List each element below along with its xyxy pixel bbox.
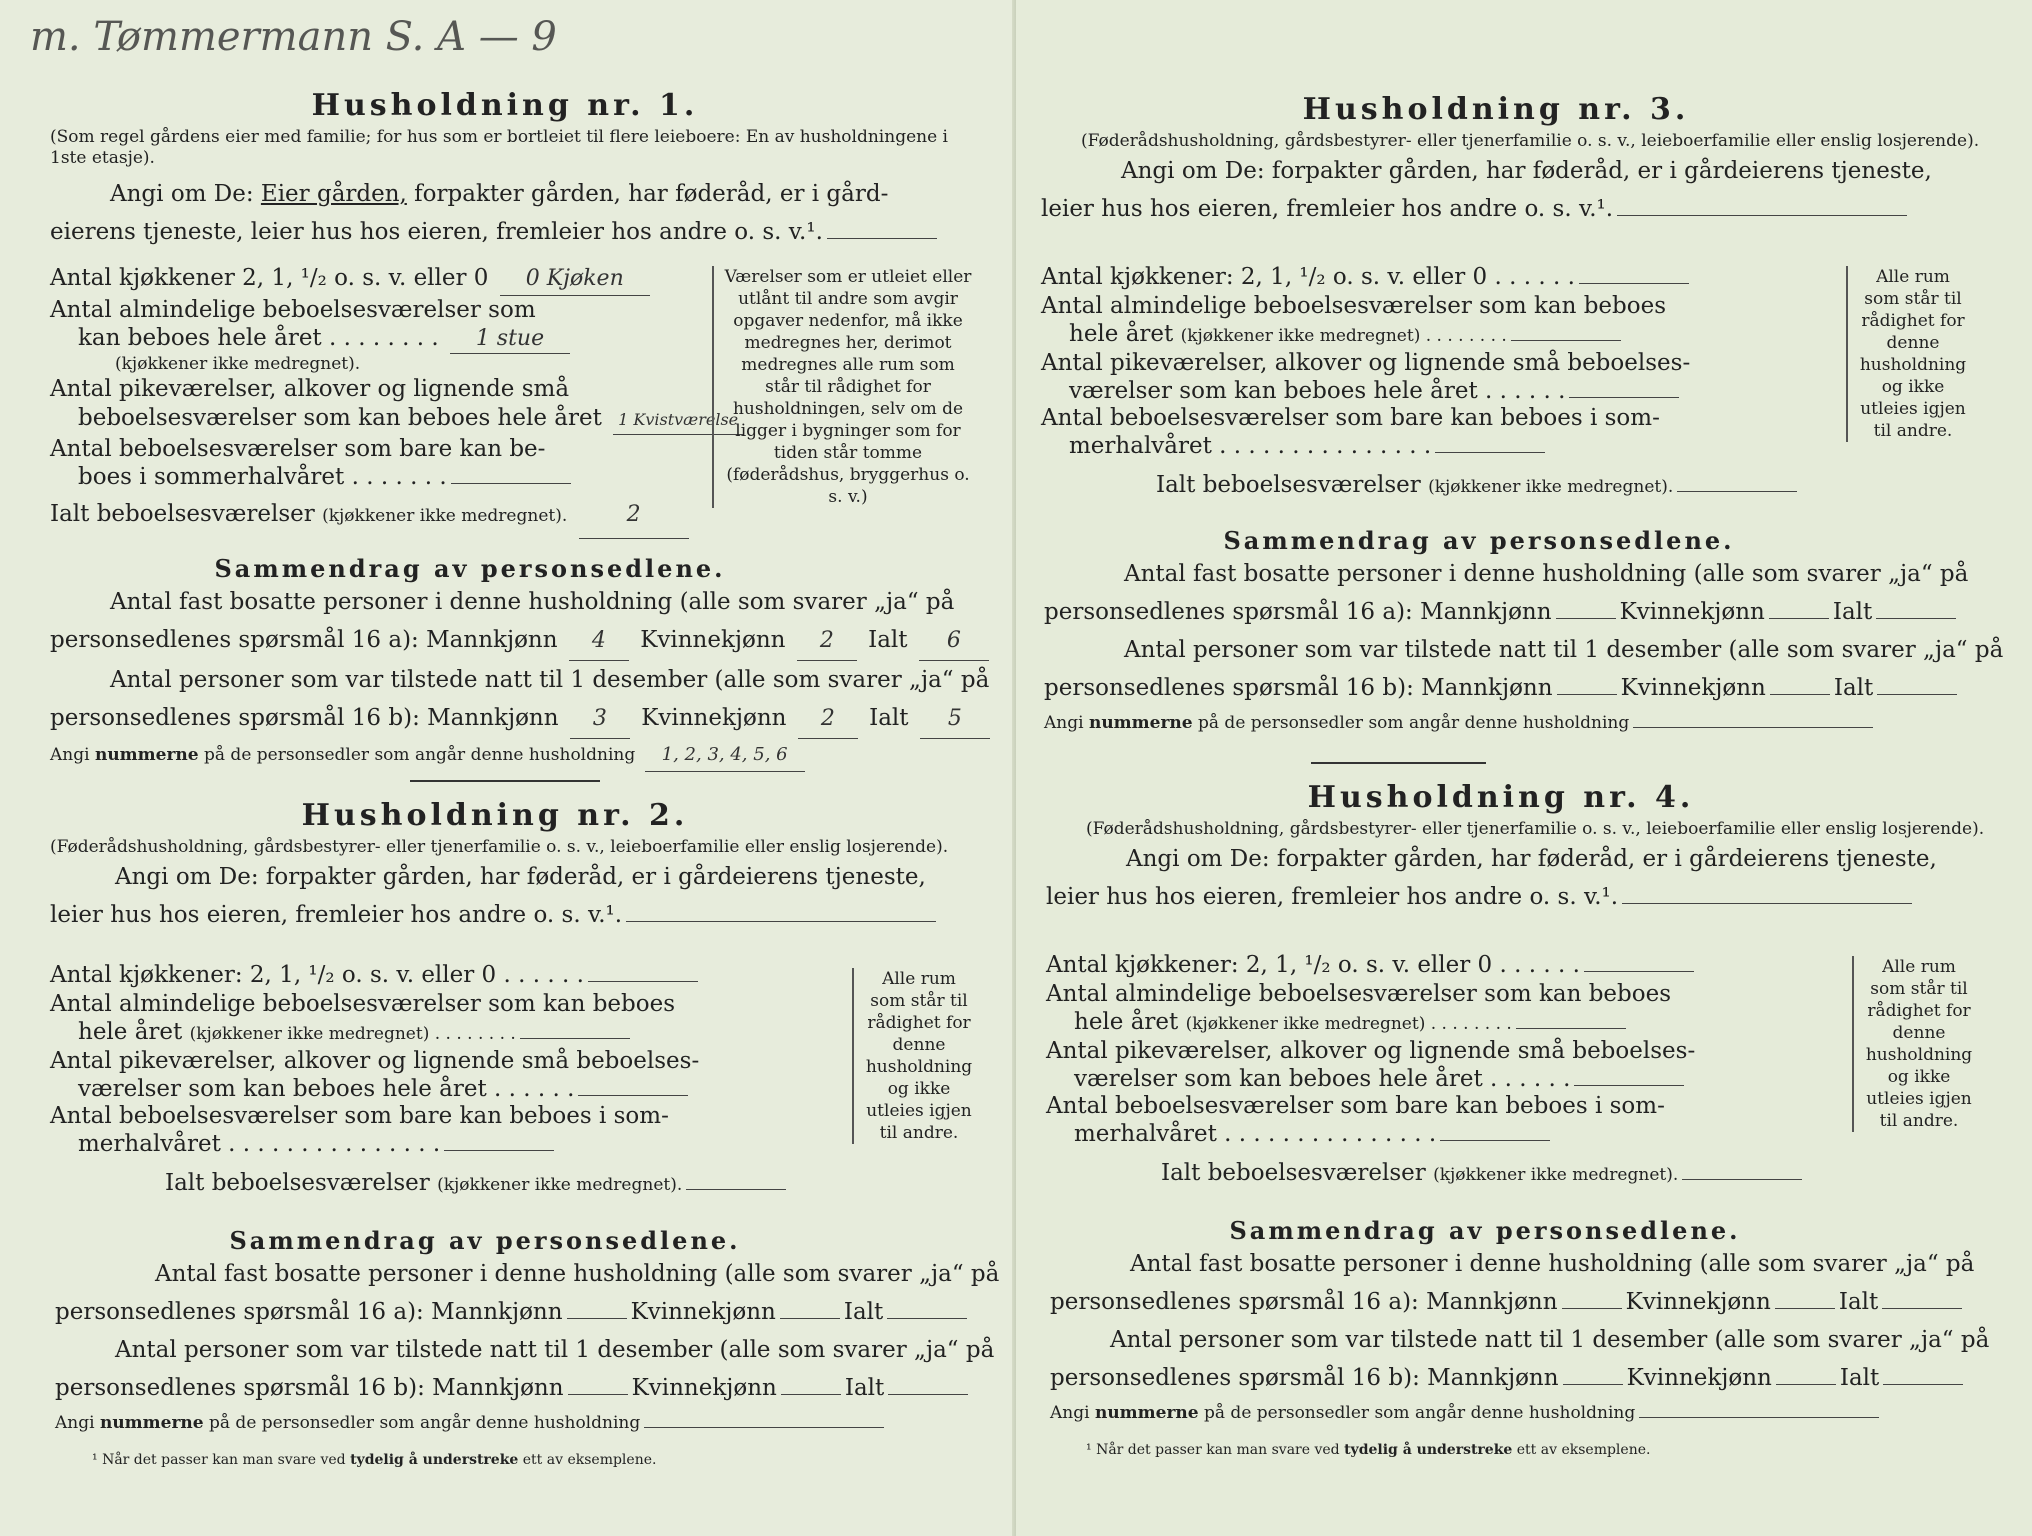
household-4-rooms: Antal kjøkkener: 2, 1, ¹/₂ o. s. v. eller 0 . . . . . . Antal almindelige beboelsesværelser som kan beboes hele året (kjøkkener ikke medregnet) . . . . . . . . Antal pikeværelser, alkover og lignende små beboelses- værelser som kan beboes hele året . . . . . . Antal beboelsesværelser som bare kan beboes i som- merhalvåret . . . . . . . . . . . . . . . Ialt beboelsesværelser (kjøkkener ikke medregnet).	[1046, 950, 1746, 1200]
household-3: Husholdning nr. 3. (Føderådshusholdning, gårdsbestyrer- eller tjenerfamilie o. s. v., leieboerfamilie eller enslig losjerende). Angi om De: forpakter gården, har føderåd, er i gårdeierens tjeneste, leier hus hos eieren, fremleier hos andre o. s. v.¹.	[1041, 92, 1980, 222]
household-1-angi-line2: eierens tjeneste, leier hus hos eieren, fremleier hos andre o. s. v.¹.	[50, 213, 960, 251]
household-4: Husholdning nr. 4. (Føderådshusholdning, gårdsbestyrer- eller tjenerfamilie o. s. v., leieboerfamilie eller enslig losjerende). Angi om De: forpakter gården, har føderåd, er i gårdeierens tjeneste, leier hus hos eieren, fremleier hos andre o. s. v.¹.	[1046, 780, 1985, 910]
household-2-side-note: Alle rum som står til rådighet for denne husholdning og ikke utleies igjen til andre.	[852, 968, 974, 1144]
ialt-16b[interactable]: 5	[920, 700, 990, 739]
household-3-side-note: Alle rum som står til rådighet for denne husholdning og ikke utleies igjen til andre.	[1846, 266, 1968, 442]
pike-value[interactable]: 1 Kvistværelse	[613, 406, 743, 435]
nummer-value[interactable]: 1, 2, 3, 4, 5, 6	[645, 739, 805, 772]
household-1	[50, 88, 960, 251]
household-1-rooms: Antal kjøkkener 2, 1, ¹/₂ o. s. v. eller 0 0 Kjøken Antal almindelige beboelsesværelser som kan beboes hele året . . . . . . . . 1 stue (kjøkkener ikke medregnet). Antal pikeværelser, alkover og lignende små beboelsesværelser som kan beboes hele året 1 Kvistværelse Antal beboelsesværelser som bare kan be- boes i sommerhalvåret . . . . . . . Ialt beboelsesværelser (kjøkkener ikke medregnet). 2	[50, 262, 710, 539]
household-2-summary: Sammendrag av personsedlene. Antal fast bosatte personer i denne husholdning (alle som svarer „ja“ på personsedlenes spørsmål 16 a): Mannkjønn Kvinnekjønn Ialt Antal personer som var tilstede natt til 1 desember (alle som svarer „ja“ på personsedlenes spørsmål 16 b): Mannkjønn Kvinnekjønn Ialt Angi nummerne på de personsedler som angår denne husholdning	[55, 1226, 1000, 1433]
eier-garden-underline[interactable]: Eier gården,	[260, 181, 407, 207]
household-1-title: Husholdning nr. 1.	[311, 88, 699, 123]
kvinne-16a[interactable]: 2	[797, 622, 857, 661]
household-3-summary: Sammendrag av personsedlene. Antal fast bosatte personer i denne husholdning (alle som svarer „ja“ på personsedlenes spørsmål 16 a): Mannkjønn Kvinnekjønn Ialt Antal personer som var tilstede natt til 1 desember (alle som svarer „ja“ på personsedlenes spørsmål 16 b): Mannkjønn Kvinnekjønn Ialt Angi nummerne på de personsedler som angår denne husholdning	[1044, 526, 2004, 733]
household-3-rooms: Antal kjøkkener: 2, 1, ¹/₂ o. s. v. eller 0 . . . . . . Antal almindelige beboelsesværelser som kan beboes hele året (kjøkkener ikke medregnet) . . . . . . . . Antal pikeværelser, alkover og lignende små beboelses- værelser som kan beboes hele året . . . . . . Antal beboelsesværelser som bare kan beboes i som- merhalvåret . . . . . . . . . . . . . . . Ialt beboelsesværelser (kjøkkener ikke medregnet).	[1041, 262, 1741, 512]
divider-right	[1311, 762, 1486, 764]
ialt-rooms-value[interactable]: 2	[579, 492, 689, 539]
household-1-note: (Som regel gårdens eier med familie; for hus som er bortleiet til flere leieboere: En av husholdningene i 1ste etasje).	[50, 127, 948, 168]
household-4-side-note: Alle rum som står til rådighet for denne husholdning og ikke utleies igjen til andre.	[1852, 956, 1974, 1132]
household-2: Husholdning nr. 2. (Føderådshusholdning, gårdsbestyrer- eller tjenerfamilie o. s. v., leieboerfamilie eller enslig losjerende). Angi om De: forpakter gården, har føderåd, er i gårdeierens tjeneste, leier hus hos eieren, fremleier hos andre o. s. v.¹.	[50, 798, 949, 928]
household-4-summary: Sammendrag av personsedlene. Antal fast bosatte personer i denne husholdning (alle som svarer „ja“ på personsedlenes spørsmål 16 a): Mannkjønn Kvinnekjønn Ialt Antal personer som var tilstede natt til 1 desember (alle som svarer „ja“ på personsedlenes spørsmål 16 b): Mannkjønn Kvinnekjønn Ialt Angi nummerne på de personsedler som angår denne husholdning	[1050, 1216, 1990, 1423]
kjokken-value[interactable]: 0 Kjøken	[500, 263, 650, 296]
mann-16b[interactable]: 3	[570, 700, 630, 739]
ialt-16a[interactable]: 6	[919, 622, 989, 661]
household-1-angi: Angi om De: Eier gården, forpakter gården, har føderåd, er i gård-	[110, 181, 889, 207]
alm-value[interactable]: 1 stue	[450, 325, 570, 354]
right-page	[1016, 0, 2032, 1536]
household-1-summary: Sammendrag av personsedlene. Antal fast bosatte personer i denne husholdning (alle som svarer „ja“ på personsedlenes spørsmål 16 a): Mannkjønn 4 Kvinnekjønn 2 Ialt 6 Antal personer som var tilstede natt til 1 desember (alle som svarer „ja“ på personsedlenes spørsmål 16 b): Mannkjønn 3 Kvinnekjønn 2 Ialt 5 Angi nummerne på de personsedler som angår denne husholdning 1, 2, 3, 4, 5, 6	[50, 554, 970, 772]
kvinne-16b[interactable]: 2	[798, 700, 858, 739]
household-2-rooms: Antal kjøkkener: 2, 1, ¹/₂ o. s. v. eller 0 . . . . . . Antal almindelige beboelsesværelser som kan beboes hele året (kjøkkener ikke medregnet) . . . . . . . . Antal pikeværelser, alkover og lignende små beboelses- værelser som kan beboes hele året . . . . . . Antal beboelsesværelser som bare kan beboes i som- merhalvåret . . . . . . . . . . . . . . . Ialt beboelsesværelser (kjøkkener ikke medregnet).	[50, 960, 710, 1210]
footnote-left: ¹ Når det passer kan man svare ved tydelig å understreke ett av eksemplene.	[92, 1452, 657, 1468]
divider	[410, 780, 600, 782]
footnote-right: ¹ Når det passer kan man svare ved tydelig å understreke ett av eksemplene.	[1086, 1442, 1651, 1458]
header-handwriting: m. Tømmermann S. A — 9	[30, 14, 557, 60]
mann-16a[interactable]: 4	[569, 622, 629, 661]
household-1-side-note: Værelser som er utleiet eller utlånt til andre som avgir opgaver nedenfor, må ikke medregnes her, derimot medregnes alle rum som står til rådighet for husholdningen, selv om de ligger i bygninger som for tiden står tomme (føderådshus, bryggerhus o. s. v.)	[712, 266, 972, 508]
